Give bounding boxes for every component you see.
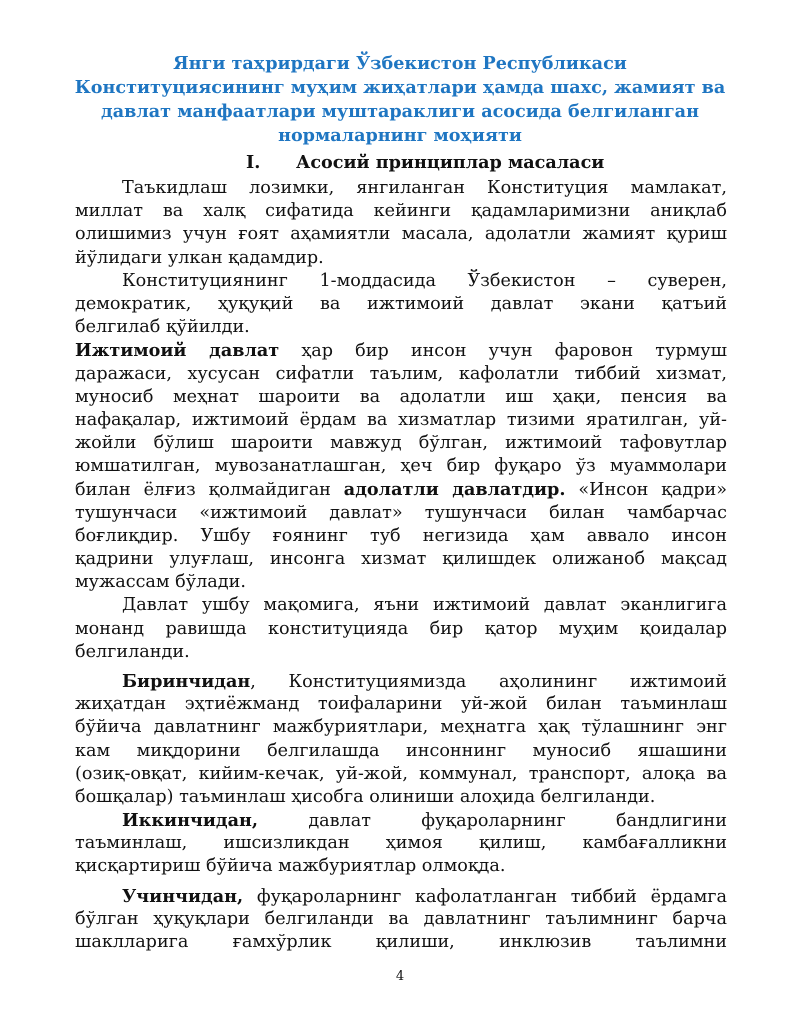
paragraph-line: таъминлаш, ишсизликдан ҳимоя қилиш, камбағалликни <box>75 833 727 854</box>
paragraph-line: Таъкидлаш лозимки, янгиланган Конституция мамлакат, <box>122 178 727 198</box>
paragraph-line: миллат ва халқ сифатида кейинги қадамларимизни аниқлаб <box>75 201 727 222</box>
paragraph-line: Иккинчидан, давлат фуқароларнинг бандлигини <box>122 810 727 832</box>
paragraph-line: жойли бўлиш шароити мавжуд бўлган, ижтимоий тафовутлар <box>75 433 727 454</box>
document-title <box>60 52 740 148</box>
paragraph-line: Биринчидан, Конституциямизда аҳолининг ижтимоий <box>122 670 727 692</box>
paragraph-line: Ижтимоий давлат ҳар бир инсон учун фаровон турмуш <box>75 340 728 362</box>
paragraph-line: жиҳатдан эҳтиёжманд тоифаларини уй-жой билан таъминлаш <box>75 694 727 715</box>
title-line: давлат манфаатлари муштараклиги асосида белгиланган <box>101 101 699 122</box>
paragraph-line: тушунчаси «ижтимоий давлат» тушунчаси билан чамбарчас <box>75 502 727 523</box>
paragraph-line: (озиқ-овқат, кийим-кечак, уй-жой, коммунал, транспорт, алоқа ва <box>75 763 727 784</box>
paragraph-line: Учинчидан, фуқароларнинг кафолатланган тиббий ёрдамга <box>122 885 727 907</box>
page-number: 4 <box>395 969 405 984</box>
paragraph-line: Конституциянинг 1-моддасида Ўзбекистон – суверен, <box>122 270 727 291</box>
paragraph-line: даражаси, хусусан сифатли таълим, кафолатли тиббий хизмат, <box>75 363 727 384</box>
paragraph-line: муносиб меҳнат шароити ва адолатли иш ҳақи, пенсия ва <box>75 386 727 407</box>
bold-term: Иккинчидан, <box>122 810 259 832</box>
paragraph-line: бўйича давлатнинг мажбуриятлари, меҳнатга ҳақ тўлашнинг энг <box>75 717 727 738</box>
paragraph-line: кам миқдорини белгилашда инсоннинг муносиб яшашини <box>75 740 727 761</box>
paragraph-line: мужассам бўлади. <box>75 572 246 593</box>
paragraph-line: шаклларига ғамхўрлик қилиши, инклюзив таълимни <box>75 932 727 952</box>
paragraph-line: билан ёлғиз қолмайдиган адолатли давлатдир. «Инсон қадри» <box>75 479 727 501</box>
paragraph-line: қисқартириш бўйича мажбуриятлар олмоқда. <box>75 856 506 877</box>
bold-term: Учинчидан, <box>122 885 244 907</box>
paragraph-line: демократик, ҳуқуқий ва ижтимоий давлат экани қатъий <box>75 293 727 314</box>
paragraph-line: олишимиз учун ғоят аҳамиятли масала, адолатли жамият қуриш <box>75 224 727 245</box>
paragraph-line: белгиланди. <box>75 641 190 662</box>
paragraph-line: белгилаб қўйилди. <box>75 317 250 338</box>
paragraph-line: юмшатилган, мувозанатлашган, ҳеч бир фуқаро ўз муаммолари <box>75 456 727 477</box>
bold-term: Биринчидан <box>122 670 251 692</box>
paragraph-line: бўлган ҳуқуқлари белгиланди ва давлатнинг таълимнинг барча <box>75 908 727 929</box>
paragraph-line: Давлат ушбу мақомига, яъни ижтимоий давлат эканлигига <box>122 595 727 616</box>
title-line: нормаларнинг моҳияти <box>278 125 522 146</box>
body-text <box>75 177 727 954</box>
section-number: I. <box>246 152 261 173</box>
paragraph-line: монанд равишда конституцияда бир қатор муҳим қоидалар <box>75 618 727 639</box>
paragraph-line: бошқалар) таъминлаш ҳисобга олиниши алоҳида белгиланди. <box>75 786 656 807</box>
paragraph-line: нафақалар, ижтимоий ёрдам ва хизматлар тизими яратилган, уй- <box>75 409 727 430</box>
section-title: Асосий принциплар масаласи <box>296 152 605 173</box>
paragraph-line: боғлиқдир. Ушбу ғоянинг туб негизида ҳам аввало инсон <box>75 525 727 546</box>
title-line: Янги таҳрирдаги Ўзбекистон Республикаси <box>173 53 627 74</box>
bold-term: адолатли давлатдир. <box>343 479 566 501</box>
paragraph-line: қадрини улуғлаш, инсонга хизмат қилишдек олижаноб мақсад <box>75 549 727 569</box>
bold-term: Ижтимоий давлат <box>75 340 280 362</box>
title-line: Конституциясининг муҳим жиҳатлари ҳамда шахс, жамият ва <box>74 77 726 98</box>
paragraph-line: йўлидаги улкан қадамдир. <box>75 247 324 268</box>
